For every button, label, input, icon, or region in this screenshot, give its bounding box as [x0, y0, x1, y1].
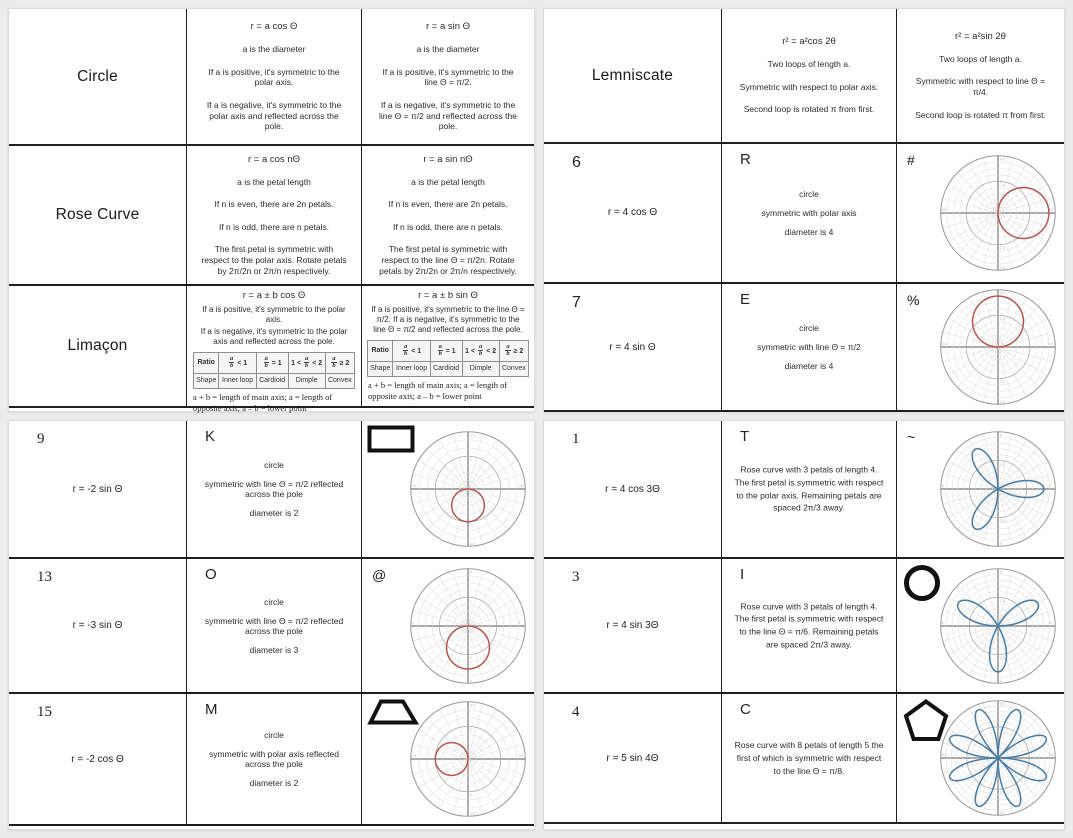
axis-tick-label: 2.5	[999, 518, 1005, 523]
axis-tick-label: 2.5	[999, 316, 1005, 321]
description-line: a is the petal length	[411, 176, 485, 187]
problem-number: 15	[37, 704, 52, 720]
tilde-icon: ~	[907, 429, 916, 445]
answer-letter: C	[740, 701, 751, 718]
graph-cell	[896, 421, 1064, 557]
axis-tick-label: 2.5	[999, 380, 1005, 385]
formula-line: r = a sin nΘ	[423, 153, 473, 165]
axis-tick-label: 5.5	[1048, 753, 1054, 758]
shape-value-cell: Convex	[499, 361, 528, 376]
axis-tick-label: 4	[469, 570, 472, 574]
answer-description-line: Rose curve with 3 petals of length 4. The first petal is symmetric with respect to the polar axis. Remaining petals are spaced 2π/3 away.	[734, 464, 884, 513]
axis-tick-label: 5	[941, 484, 944, 489]
fraction-a-over-b: $\frac{a}{b}$	[230, 354, 234, 370]
answer-description-line: diameter is 2	[249, 778, 299, 788]
cos-form-cell	[721, 9, 896, 142]
problem-row	[9, 421, 534, 559]
description-line: If a is positive, it's symmetric to the line Θ = π/2. If a is negative, it's symmetric to the line Θ = π/2 and reflected across the pole.	[371, 304, 525, 334]
polar-plot	[405, 696, 531, 822]
description-line: If a is negative, it's symmetric to the polar axis and reflected across the pole.	[200, 326, 348, 346]
description-line: a is the diameter	[242, 44, 306, 55]
axis-tick-label: 3.5	[469, 541, 475, 546]
answer-description-line: symmetric with polar axis	[761, 208, 857, 218]
description-line: If a is positive, it's symmetric to the line Θ = π/2.	[382, 66, 514, 88]
problem-cell	[9, 421, 186, 557]
problem-cell	[544, 421, 721, 557]
answer-letter: T	[740, 428, 750, 445]
table-footnote: a + b = length of main axis; a = length of opposite axis; a – b = lower point	[368, 379, 508, 401]
problem-row	[544, 421, 1064, 559]
answer-description	[187, 721, 361, 797]
axis-tick-label: 2.5	[999, 655, 1005, 660]
answer-description-line: symmetric with line Θ = π/2 reflected across the pole	[204, 479, 344, 499]
description-line: If a is positive, it's symmetric to the polar axis.	[208, 66, 340, 88]
axis-tick-label: 2	[469, 728, 472, 733]
ratio-header-row	[368, 340, 529, 361]
answer-description	[722, 464, 896, 515]
description-line: If n is even, there are 2n petals.	[214, 199, 334, 210]
shape-value-cell: Dimple	[462, 361, 499, 376]
axis-tick-label: 4.5	[1048, 342, 1054, 347]
answer-cell	[721, 694, 896, 822]
axis-tick-label: 4	[411, 620, 414, 625]
answer-cell	[721, 559, 896, 692]
axis-tick-label: 2	[469, 655, 472, 660]
curve-type-label: Rose Curve	[55, 206, 140, 223]
axis-tick-label: 4	[518, 620, 521, 625]
percent-icon: %	[907, 292, 920, 308]
answer-letter: R	[740, 151, 751, 168]
description-line: a is the petal length	[237, 176, 311, 187]
hash-icon: #	[907, 152, 915, 168]
formula-line: r = a cos nΘ	[247, 153, 300, 165]
problem-cell	[544, 144, 721, 282]
axis-tick-label: 5	[1048, 620, 1051, 625]
answer-cell	[186, 559, 361, 692]
description-line: The first petal is symmetric with respect to the polar axis. Rotate petals by 2π/2n or 2π/n respectively.	[201, 244, 347, 276]
answer-cell	[721, 144, 896, 282]
answer-description-line: diameter is 3	[249, 644, 299, 655]
axis-tick-label: 3	[999, 790, 1002, 795]
answer-description	[722, 314, 896, 380]
shape-row	[194, 373, 355, 388]
problem-equation: r = -2 sin Θ	[72, 483, 123, 495]
axis-tick-label: 3.5	[411, 484, 417, 489]
answer-description-line: circle	[264, 460, 284, 470]
description-line: Second loop is rotated π from first.	[915, 109, 1046, 120]
formula-line: r = a sin Θ	[425, 21, 471, 33]
axis-tick-label: 5	[1048, 484, 1051, 489]
panel-reference-left	[8, 8, 535, 412]
problem-row	[544, 694, 1064, 824]
curve-type-label: Circle	[77, 67, 118, 85]
answer-cell	[721, 284, 896, 410]
limacon-ratio-table	[367, 340, 529, 377]
ratio-value-cell: 1 < $\frac{a}{b}$ < 2	[288, 352, 325, 373]
description-line: Symmetric with respect to polar axis.	[739, 81, 879, 92]
ratio-value-cell: 1 < $\frac{a}{b}$ < 2	[462, 340, 499, 361]
fraction-a-over-b: $\frac{a}{b}$	[404, 342, 408, 358]
ratio-value-cell: $\frac{a}{b}$ < 1	[219, 352, 256, 373]
answer-description-line: circle	[799, 323, 819, 333]
problem-equation: r = 5 sin 4Θ	[606, 752, 659, 764]
answer-description-line: circle	[264, 730, 284, 740]
reference-row	[9, 286, 534, 413]
problem-cell	[544, 284, 721, 410]
graph-cell	[896, 284, 1064, 410]
axis-tick-label: 3.5	[518, 754, 524, 759]
axis-tick-label: 3.5	[469, 433, 475, 438]
formula-line: r = a cos Θ	[250, 21, 298, 33]
answer-description	[722, 600, 896, 651]
description-line: If n is even, there are 2n petals.	[388, 199, 508, 210]
ratio-header-row	[194, 352, 355, 373]
axis-tick-label: 4.5	[941, 208, 947, 213]
answer-description-line: symmetric with line Θ = π/2 reflected across the pole	[204, 615, 344, 636]
graph-cell	[361, 559, 534, 692]
shape-row	[368, 361, 529, 376]
problem-number: 6	[572, 154, 581, 171]
polar-plot	[935, 563, 1061, 689]
polar-plot	[935, 284, 1061, 410]
sin-form-cell	[361, 9, 534, 144]
shape-value-cell: Dimple	[288, 373, 325, 388]
panel-reference-right	[543, 8, 1065, 412]
problem-equation: r = -2 cos Θ	[71, 753, 124, 765]
polar-plot	[935, 695, 1061, 821]
reference-row	[544, 9, 1064, 144]
shape-value-cell: Convex	[325, 373, 354, 388]
formula-line: r² = a²sin 2θ	[955, 30, 1006, 42]
ratio-value-cell: $\frac{a}{b}$ < 1	[393, 340, 430, 361]
curve-type-label: Lemniscate	[591, 66, 674, 84]
problem-number: 3	[572, 569, 580, 585]
axis-tick-label: 5	[999, 433, 1002, 438]
answer-description-line: circle	[799, 189, 819, 199]
axis-tick-label: 2.5	[999, 598, 1005, 603]
description-line: If a is positive, it's symmetric to the polar axis.	[202, 304, 346, 324]
description-line: Symmetric with respect to line Θ = π/4.	[915, 76, 1046, 97]
description-line: The first petal is symmetric with respect to the line Θ = π/2n. Rotate petals by 2π/2n or 2π/n respectively.	[379, 244, 517, 276]
answer-description	[187, 451, 361, 527]
curve-type-cell	[9, 146, 186, 284]
sin-form-cell	[896, 9, 1064, 142]
description-line: Second loop is rotated π from first.	[743, 104, 875, 115]
fraction-a-over-b: $\frac{a}{b}$	[332, 354, 336, 370]
answer-description	[722, 739, 896, 777]
axis-tick-label: 4.5	[941, 342, 947, 347]
answer-cell	[186, 421, 361, 557]
axis-tick-label: 4.5	[999, 157, 1005, 162]
axis-tick-label: 3.5	[469, 703, 475, 708]
panel-problems-left	[8, 420, 535, 830]
axis-tick-label: 2	[469, 598, 472, 603]
shape-value-cell: Cardioid	[256, 373, 288, 388]
formula-line: r = a ± b cos Θ	[242, 290, 306, 301]
shape-value-cell: Inner loop	[219, 373, 256, 388]
graph-cell	[361, 694, 534, 824]
answer-letter: O	[205, 566, 217, 583]
axis-tick-label: 5.5	[941, 753, 947, 758]
answer-description	[187, 588, 361, 664]
axis-tick-label: 4.5	[999, 399, 1005, 404]
shape-value-cell: Cardioid	[430, 361, 462, 376]
shape-value-cell: Inner loop	[393, 361, 430, 376]
answer-description-line: circle	[264, 596, 284, 607]
panel-problems-right	[543, 420, 1065, 830]
fraction-a-over-b: $\frac{a}{b}$	[264, 354, 268, 370]
axis-tick-label: 4.5	[999, 291, 1005, 296]
shape-label-cell: Shape	[368, 361, 393, 376]
problem-row	[544, 284, 1064, 412]
axis-tick-label: 4	[469, 678, 472, 683]
table-footnote: a + b = length of main axis; a = length of opposite axis; a – b = lower point	[193, 391, 333, 413]
axis-tick-label: 3.5	[411, 754, 417, 759]
ratio-label-cell: Ratio	[368, 340, 393, 361]
answer-description-line: diameter is 4	[784, 227, 834, 237]
problem-equation: r = 4 sin 3Θ	[606, 620, 659, 632]
description-line: If a is negative, it's symmetric to the line Θ = π/2 and reflected across the pole.	[379, 99, 517, 132]
axis-tick-label: 2.5	[999, 462, 1005, 467]
answer-description	[722, 180, 896, 246]
limacon-ratio-table	[193, 352, 355, 389]
answer-cell	[721, 421, 896, 557]
answer-description-line: diameter is 2	[249, 508, 299, 518]
at-sign-icon: @	[372, 567, 387, 583]
answer-letter: M	[205, 701, 218, 718]
ratio-value-cell: $\frac{a}{b}$ = 1	[256, 352, 288, 373]
axis-tick-label: 3	[999, 728, 1002, 733]
fraction-a-over-b: $\frac{a}{b}$	[305, 354, 309, 370]
answer-letter: I	[740, 566, 745, 583]
description-line: Two loops of length a.	[767, 59, 851, 69]
axis-tick-label: 2.5	[999, 182, 1005, 187]
answer-description-line: symmetric with polar axis reflected across the pole	[209, 749, 339, 769]
curve-type-label: Limaçon	[67, 337, 128, 354]
problem-equation: r = 4 sin Θ	[609, 341, 656, 353]
polar-plot	[405, 563, 531, 689]
axis-tick-label: 5	[999, 678, 1002, 683]
cos-form-cell	[186, 146, 361, 284]
axis-tick-label: 5.5	[999, 810, 1005, 815]
axis-tick-label: 5	[999, 570, 1002, 574]
axis-tick-label: 2	[469, 523, 472, 528]
answer-description-line: Rose curve with 8 petals of length 5 the first of which is symmetric with respect to the line Θ = π/8.	[734, 739, 884, 776]
polar-plot	[935, 426, 1061, 552]
problem-number: 4	[572, 704, 580, 720]
axis-tick-label: 4.5	[999, 265, 1005, 270]
graph-cell	[896, 559, 1064, 692]
answer-cell	[186, 694, 361, 824]
cos-form-cell	[186, 286, 361, 413]
graph-cell	[896, 144, 1064, 282]
fraction-a-over-b: $\frac{a}{b}$	[479, 342, 483, 358]
curve-type-cell	[9, 9, 186, 144]
problem-number: 7	[572, 294, 581, 311]
ratio-value-cell: $\frac{a}{b}$ ≥ 2	[499, 340, 528, 361]
problem-cell	[544, 694, 721, 822]
problem-cell	[9, 559, 186, 692]
ratio-label-cell: Ratio	[194, 352, 219, 373]
graph-cell	[361, 421, 534, 557]
curve-type-cell	[9, 286, 186, 406]
axis-tick-label: 2.5	[999, 246, 1005, 251]
sin-form-cell	[361, 146, 534, 284]
description-line: If n is odd, there are n petals.	[218, 221, 330, 232]
problem-number: 1	[572, 431, 580, 447]
answer-description-line: diameter is 4	[784, 361, 834, 371]
problem-equation: r = 4 cos Θ	[607, 207, 658, 219]
reference-row	[9, 146, 534, 286]
problem-cell	[544, 559, 721, 692]
problem-number: 13	[37, 569, 52, 585]
axis-tick-label: 2	[469, 458, 472, 463]
problem-equation: r = -3 sin Θ	[72, 620, 123, 632]
formula-line: r = a ± b sin Θ	[418, 290, 478, 301]
shape-label-cell: Shape	[194, 373, 219, 388]
axis-tick-label: 5	[941, 620, 944, 625]
graph-cell	[896, 694, 1064, 822]
reference-row	[9, 9, 534, 146]
axis-tick-label: 4.5	[1048, 208, 1054, 213]
fraction-a-over-b: $\frac{a}{b}$	[506, 342, 510, 358]
axis-tick-label: 5.5	[999, 702, 1005, 707]
ratio-value-cell: $\frac{a}{b}$ ≥ 2	[325, 352, 354, 373]
problem-number: 9	[37, 431, 45, 447]
description-line: Two loops of length a.	[939, 53, 1022, 64]
problem-equation: r = 4 cos 3Θ	[605, 483, 660, 495]
problem-row	[9, 694, 534, 826]
sin-form-cell	[361, 286, 534, 406]
problem-cell	[9, 694, 186, 824]
description-line: If a is negative, it's symmetric to the polar axis and reflected across the pole.	[206, 99, 342, 132]
description-line: a is the diameter	[416, 44, 480, 55]
answer-letter: E	[740, 291, 751, 308]
fraction-a-over-b: $\frac{a}{b}$	[438, 342, 442, 358]
formula-line: r² = a²cos 2θ	[782, 36, 836, 48]
answer-description-line: symmetric with line Θ = π/2	[757, 342, 861, 352]
axis-tick-label: 2	[469, 793, 472, 798]
problem-row	[544, 144, 1064, 284]
problem-row	[544, 559, 1064, 694]
ratio-value-cell: $\frac{a}{b}$ = 1	[430, 340, 462, 361]
answer-letter: K	[205, 428, 216, 445]
axis-tick-label: 3.5	[518, 484, 524, 489]
axis-tick-label: 3.5	[469, 811, 475, 816]
description-line: If n is odd, there are n petals.	[392, 221, 504, 232]
polar-plot	[405, 426, 531, 552]
answer-description-line: Rose curve with 3 petals of length 4. The first petal is symmetric with respect to the line Θ = π/6. Remaining petals are spaced 2π/3 away.	[734, 601, 884, 650]
problem-row	[9, 559, 534, 694]
polar-plot	[935, 150, 1061, 276]
axis-tick-label: 5	[999, 541, 1002, 546]
cos-form-cell	[186, 9, 361, 144]
curve-type-cell	[544, 9, 721, 142]
